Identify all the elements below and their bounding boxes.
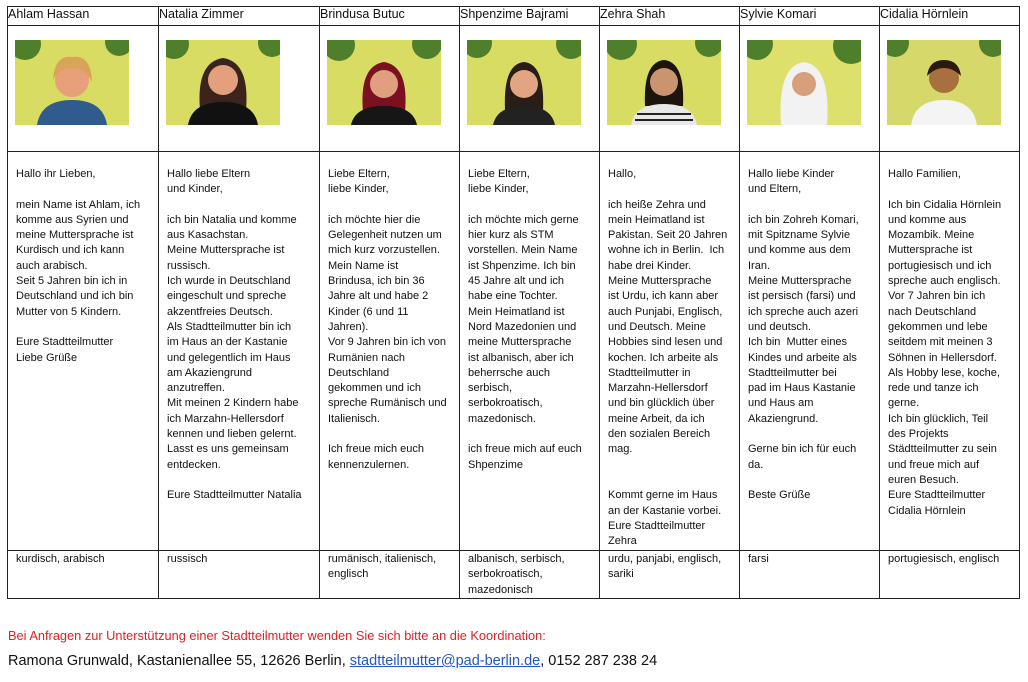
bio-text: Liebe Eltern, liebe Kinder, ich möchte hier die Gelegenheit nutzen um mich kurz vorzustellen. Mein Name ist Brindusa, ich bin 36 Jahre alt und habe 2 Kinder (6 und 11 Jahren). Vor 9 Jahren bin ich von Rumänien nach Deutschland gekommen und ich spreche Rumänisch und Italienisch. Ich freue mich euch kennenzulernen. xyxy=(328,168,447,471)
photo-row xyxy=(8,26,1020,152)
languages-text: russisch xyxy=(167,553,208,565)
portrait-photo xyxy=(15,40,129,125)
coordination-notice: Bei Anfragen zur Unterstützung einer Stadtteilmutter wenden Sie sich bitte an die Koordination: xyxy=(8,628,546,643)
portrait-photo xyxy=(747,40,861,125)
bio-text: Hallo liebe Kinder und Eltern, ich bin Zohreh Komari, mit Spitzname Sylvie und komme aus dem Iran. Meine Muttersprache ist persisch (farsi) und ich spreche auch azeri und deutsch. Ich bin Mutter eines Kindes und arbeite als Stadtteilmutter bei pad im Haus Kastanie und Haus am Akaziengrund. Gerne bin ich für euch da. Beste Grüße xyxy=(748,168,859,502)
languages-text: albanisch, serbisch, serbokroatisch, mazedonisch xyxy=(468,553,565,596)
name-cell: Sylvie Komari xyxy=(740,7,880,26)
portrait-photo xyxy=(887,40,1001,125)
name-cell: Cidalia Hörnlein xyxy=(880,7,1020,26)
bio-row xyxy=(8,152,1020,551)
languages-text: farsi xyxy=(748,553,769,565)
portrait-photo xyxy=(467,40,581,125)
name-row xyxy=(8,7,1020,26)
portrait-photo xyxy=(327,40,441,125)
contact-line xyxy=(8,653,657,669)
languages-text: rumänisch, italienisch, englisch xyxy=(328,553,437,581)
bio-text: Hallo ihr Lieben, mein Name ist Ahlam, ich komme aus Syrien und meine Muttersprache ist Kurdisch und ich kann auch arabisch. Seit 5 Jahren bin ich in Deutschland und ich bin Mutter von 5 Kindern. Eure Stadtteilmutter Liebe Grüße xyxy=(16,168,141,364)
languages-text: kurdisch, arabisch xyxy=(16,553,105,565)
email-link[interactable]: stadtteilmutter@pad-berlin.de xyxy=(349,653,541,669)
contact-address: Ramona Grunwald, Kastanienallee 55, 12626 Berlin, xyxy=(8,653,350,669)
portrait-photo xyxy=(166,40,280,125)
profiles-table xyxy=(7,6,1020,599)
languages-text: urdu, panjabi, englisch, sariki xyxy=(608,553,722,581)
portrait-photo xyxy=(607,40,721,125)
name-cell: Brindusa Butuc xyxy=(320,7,460,26)
name-cell: Shpenzime Bajrami xyxy=(460,7,600,26)
name-cell: Zehra Shah xyxy=(600,7,740,26)
name-cell: Natalia Zimmer xyxy=(159,7,320,26)
bio-text: Hallo, ich heiße Zehra und mein Heimatland ist Pakistan. Seit 20 Jahren wohne ich in Berlin. Ich habe drei Kinder. Meine Muttersprache ist Urdu, ich kann aber auch Punjabi, Englisch, und Deutsch. Meine Hobbies sind lesen und kochen. Ich arbeite als Stadtteilmutter in Marzahn-Hellersdorf und bin glücklich über meine Arbeit, da ich den sozialen Bereich mag. Kommt gerne im Haus an der Kastanie vorbei. Eure Stadtteilmutter Zehra xyxy=(608,168,728,548)
languages-text: portugiesisch, englisch xyxy=(888,553,1000,565)
bio-text: Hallo liebe Eltern und Kinder, ich bin Natalia und komme aus Kasachstan. Meine Muttersprache ist russisch. Ich wurde in Deutschland eingeschult und spreche akzentfreies Deutsch. Als Stadtteilmutter bin ich im Haus an der Kastanie und gelegentlich im Haus am Akaziengrund anzutreffen. Mit meinen 2 Kindern habe ich Marzahn-Hellersdorf kennen und lieben gelernt. Lasst es uns gemeinsam entdecken. Eure Stadtteilmutter Natalia xyxy=(167,168,302,502)
bio-text: Liebe Eltern, liebe Kinder, ich möchte mich gerne hier kurz als STM vorstellen. Mein Name ist Shpenzime. Ich bin 45 Jahre alt und ich habe eine Tochter. Mein Heimatland ist Nord Mazedonien und meine Muttersprache ist albanisch, aber ich beherrsche auch serbisch, serbokroatisch, mazedonisch. ich freue mich auf euch Shpenzime xyxy=(468,168,582,471)
name-cell: Ahlam Hassan xyxy=(8,7,159,26)
contact-phone: , 0152 287 238 24 xyxy=(540,653,658,669)
bio-text: Hallo Familien, Ich bin Cidalia Hörnlein und komme aus Mozambik. Meine Muttersprache ist portugiesisch und ich spreche auch englisch. Vor 7 Jahren bin ich nach Deutschland gekommen und lebe seitdem mit meinen 3 Söhnen in Hellersdorf. Als Hobby lese, koche, rede und tanze ich gerne. Ich bin glücklich, Teil des Projekts Städtteilmutter zu sein und freue mich auf euren Besuch. Eure Stadtteilmutter Cidalia Hörnlein xyxy=(888,168,1002,517)
languages-row xyxy=(8,551,1020,599)
